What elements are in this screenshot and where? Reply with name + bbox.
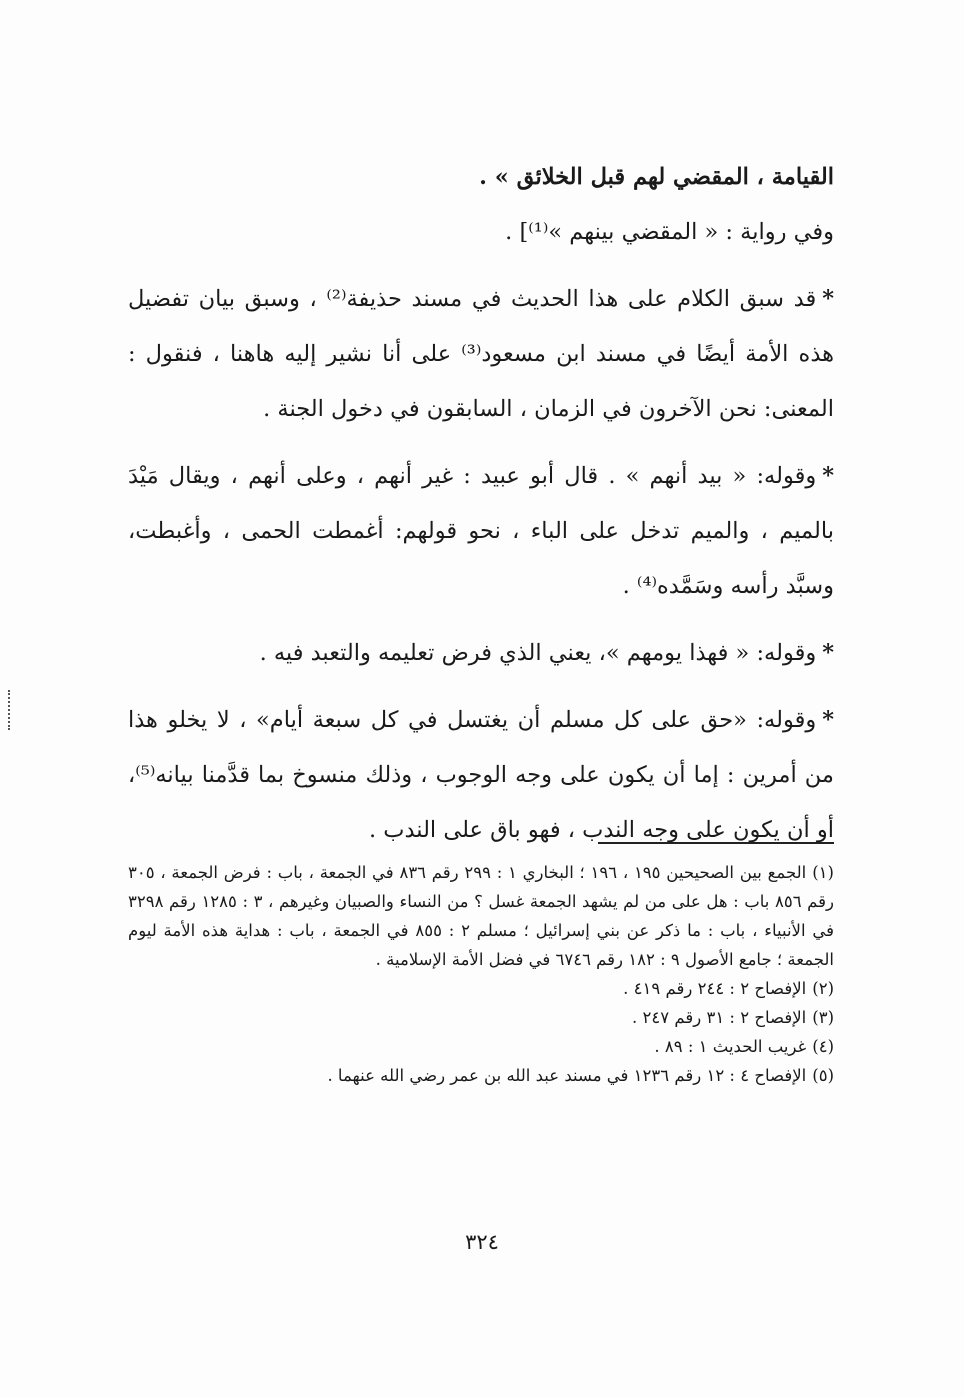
paragraph-text: وقوله: « فهذا يومهم »، يعني الذي فرض تعليمه والتعبد فيه . xyxy=(259,640,817,666)
footnote-number: (٤) xyxy=(812,1037,834,1056)
footnote-text: الإفصاح ٢ : ٣١ رقم ٢٤٧ . xyxy=(632,1008,807,1027)
footnote-divider xyxy=(598,842,834,844)
paragraph-3 xyxy=(128,272,834,437)
footnote-text: الإفصاح ٤ : ١٢ رقم ١٢٣٦ في مسند عبد الله بن عمر رضي الله عنهما . xyxy=(327,1066,807,1085)
paragraph-2 xyxy=(128,205,834,260)
footnote-number: (٢) xyxy=(812,979,834,998)
footnote-5 xyxy=(128,1061,834,1090)
paragraph-text: وفي رواية : « المقضي بينهم »⁽¹⁾] . xyxy=(505,219,834,245)
footnote-text: الجمع بين الصحيحين ١٩٥ ، ١٩٦ ؛ البخاري ١ : ٢٩٩ رقم ٨٣٦ في الجمعة ، باب : فرض الجمعة ، ٣٠٥ رقم ٨٥٦ باب : هل على من لم يشهد الجمعة غسل ؟ من النساء والصبيان وغيرهم ، ٣ : ١٢٨٥ رقم ٣٢٩٨ في الأنبياء ، باب : ما ذكر عن بني إسرائيل ؛ مسلم ٢ : ٨٥٥ في الجمعة ، باب : هداية هذه الأمة ليوم الجمعة ؛ جامع الأصول ٩ : ١٨٢ رقم ٦٧٤٦ في فضل الأمة الإسلامية . xyxy=(128,863,834,969)
paragraph-text: قد سبق الكلام على هذا الحديث في مسند حذيفة⁽²⁾ ، وسبق بيان تفضيل هذه الأمة أيضًا في مسند ابن مسعود⁽³⁾ على أنا نشير إليه هاهنا ، فنقول : المعنى: نحن الآخرون في الزمان ، السابقون في دخول الجنة . xyxy=(128,286,834,422)
paragraph-star-marker: * xyxy=(822,707,834,733)
main-text xyxy=(128,150,834,870)
footnote-2 xyxy=(128,974,834,1003)
paragraph-text: القيامة ، المقضي لهم قبل الخلائق » . xyxy=(479,164,834,190)
paragraph-5 xyxy=(128,626,834,681)
footnote-3 xyxy=(128,1003,834,1032)
paragraph-1 xyxy=(128,150,834,205)
footnotes xyxy=(128,858,834,1090)
footnote-text: الإفصاح ٢ : ٢٤٤ رقم ٤١٩ . xyxy=(623,979,807,998)
paragraph-star-marker: * xyxy=(822,286,834,312)
footnote-number: (٥) xyxy=(812,1066,834,1085)
footnote-1 xyxy=(128,858,834,974)
page-number: ٣٢٤ xyxy=(465,1230,499,1254)
footnote-number: (٣) xyxy=(812,1008,834,1027)
footnote-number: (١) xyxy=(812,863,834,882)
paragraph-star-marker: * xyxy=(822,640,834,666)
footnote-text: غريب الحديث ١ : ٨٩ . xyxy=(654,1037,807,1056)
footnote-4 xyxy=(128,1032,834,1061)
paragraph-text: وقوله: « بيد أنهم » . قال أبو عبيد : غير أنهم ، وعلى أنهم ، ويقال مَيْدَ بالميم ، والميم تدخل على الباء ، نحو قولهم: أغمطت الحمى ، وأغبطت، وسبَّد رأسه وسَمَّده⁽⁴⁾ . xyxy=(128,463,834,599)
paragraph-text: وقوله: «حق على كل مسلم أن يغتسل في كل سبعة أيام» ، لا يخلو هذا من أمرين : إما أن يكون على وجه الوجوب ، وذلك منسوخ بما قدَّمنا بيانه⁽⁵⁾، أو أن يكون على وجه الندب ، فهو باق على الندب . xyxy=(128,707,834,843)
scan-margin-mark xyxy=(8,690,12,730)
paragraph-star-marker: * xyxy=(822,463,834,489)
paragraph-4 xyxy=(128,449,834,614)
paragraph-6 xyxy=(128,693,834,858)
